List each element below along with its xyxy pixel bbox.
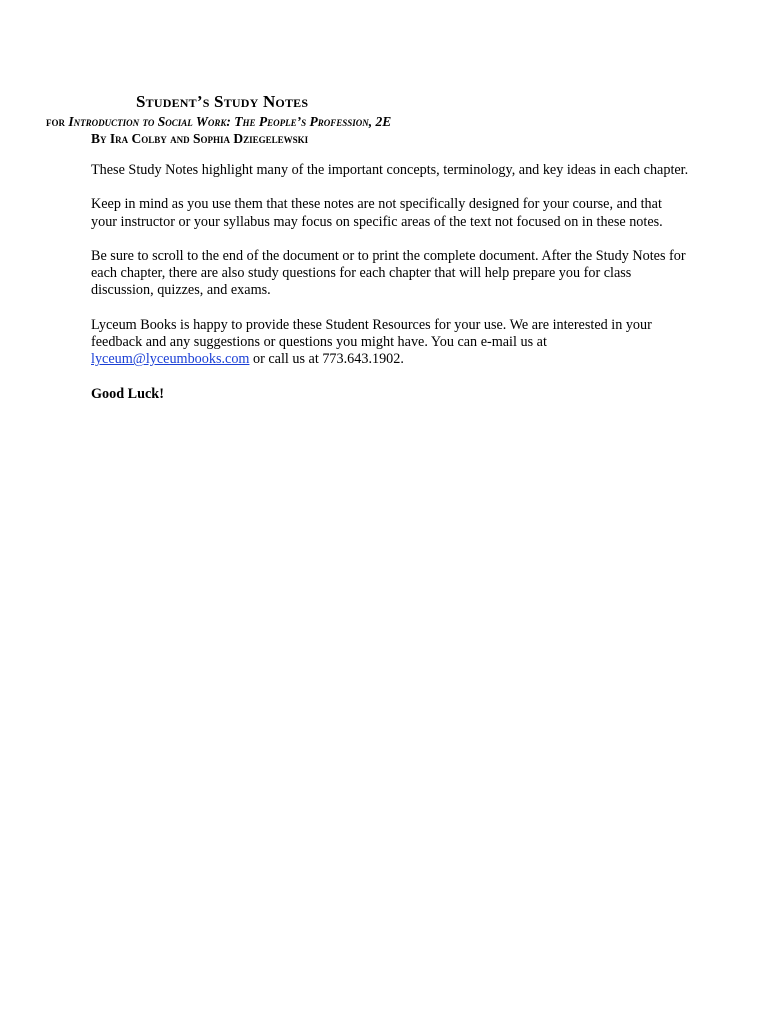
contact-text-before: Lyceum Books is happy to provide these Student Resources for your use. We are interested in your feedback and any suggestions or questions you might have. You can e-mail us at <box>91 316 652 350</box>
document-subtitle <box>46 114 391 130</box>
subtitle-prefix: for <box>46 114 69 129</box>
document-authors: By Ira Colby and Sophia Dziegelewski <box>91 131 309 146</box>
paragraph-contact <box>91 317 691 369</box>
book-title: Introduction to Social Work: The People’s Profession, 2E <box>68 114 392 129</box>
email-link[interactable]: lyceum@lyceumbooks.com <box>91 351 250 368</box>
contact-text-after: or call us at 773.643.1902. <box>249 351 404 368</box>
closing-text: Good Luck! <box>91 385 164 402</box>
paragraph-intro: These Study Notes highlight many of the important concepts, terminology, and key ideas in each chapter. <box>91 162 689 178</box>
document-title: Student’s Study Notes <box>136 92 309 111</box>
paragraph-scroll-note: Be sure to scroll to the end of the document or to print the complete document. After the Study Notes for each chapter, there are also study questions for each chapter that will help prepare you for class discussion, quizzes, and exams. <box>91 247 686 299</box>
document-body <box>91 162 691 420</box>
paragraph-course-note: Keep in mind as you use them that these notes are not specifically designed for your course, and that your instructor or your syllabus may focus on specific areas of the text not focused on in these notes. <box>91 196 663 230</box>
